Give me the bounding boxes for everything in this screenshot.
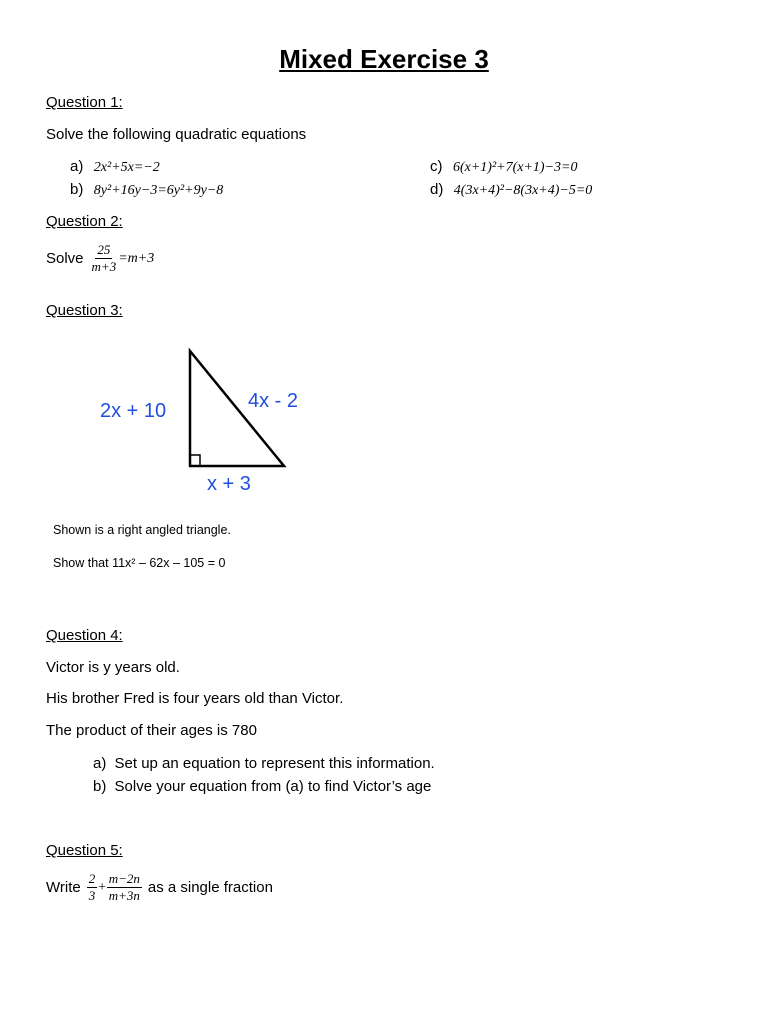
q2-fraction xyxy=(90,242,119,275)
question-4-line-1: Victor is y years old. xyxy=(46,659,180,676)
q5-suffix: as a single fraction xyxy=(147,879,273,896)
q1-part-b-label: b) xyxy=(70,181,84,198)
question-3-line-2: Show that 11x² – 62x – 105 = 0 xyxy=(53,556,226,570)
right-angle-marker xyxy=(190,455,200,466)
question-1-heading: Question 1: xyxy=(46,94,123,111)
question-5-heading: Question 5: xyxy=(46,842,123,859)
q5-fraction-1 xyxy=(87,871,98,904)
q1-part-b-equation: 8y²+16y−3=6y²+9y−8 xyxy=(93,183,224,198)
q1-part-a-equation: 2x²+5x=−2 xyxy=(93,160,160,175)
question-4-heading: Question 4: xyxy=(46,627,123,644)
question-3-line-1: Shown is a right angled triangle. xyxy=(53,523,231,537)
page-title: Mixed Exercise 3 xyxy=(279,44,489,74)
q5-fraction-2 xyxy=(107,871,142,904)
q5-fraction-1-numerator: 2 xyxy=(88,871,96,886)
question-5-expression xyxy=(46,871,273,904)
q1-part-d-equation: 4(3x+4)²−8(3x+4)−5=0 xyxy=(453,183,593,198)
q1-part-b xyxy=(70,181,223,199)
right-triangle-diagram xyxy=(0,330,400,510)
triangle-side-hypotenuse: 4x - 2 xyxy=(248,390,299,412)
triangle-side-base: x + 3 xyxy=(207,473,251,495)
q5-prefix: Write xyxy=(46,879,81,896)
q1-part-a xyxy=(70,158,160,176)
q4-part-b-label: b) xyxy=(93,778,107,795)
q5-fraction-2-numerator: m−2n xyxy=(108,871,140,886)
q2-prefix: Solve xyxy=(46,250,84,267)
q1-part-d-label: d) xyxy=(430,181,444,198)
triangle-side-vertical: 2x + 10 xyxy=(100,400,167,422)
question-2-equation xyxy=(46,242,154,275)
q2-rhs: =m+3 xyxy=(118,250,155,266)
q1-part-c xyxy=(430,158,577,176)
q5-plus: + xyxy=(97,879,107,895)
q2-fraction-numerator: 25 xyxy=(97,242,111,257)
q4-part-a xyxy=(93,755,435,772)
question-2-heading: Question 2: xyxy=(46,213,123,230)
q5-fraction-1-denominator: 3 xyxy=(88,888,96,903)
question-4-line-3: The product of their ages is 780 xyxy=(46,722,257,739)
q4-part-a-text: Set up an equation to represent this information. xyxy=(114,755,435,772)
question-1-intro: Solve the following quadratic equations xyxy=(46,126,307,143)
q4-part-b-text: Solve your equation from (a) to find Victor’s age xyxy=(114,778,432,795)
q1-part-c-equation: 6(x+1)²+7(x+1)−3=0 xyxy=(452,160,578,175)
q1-part-a-label: a) xyxy=(70,158,84,175)
q1-part-d xyxy=(430,181,592,199)
q2-fraction-denominator: m+3 xyxy=(91,259,117,274)
q4-part-a-label: a) xyxy=(93,755,107,772)
question-4-line-2: His brother Fred is four years old than Victor. xyxy=(46,690,344,707)
q4-part-b xyxy=(93,778,431,795)
question-3-heading: Question 3: xyxy=(46,302,123,319)
q1-part-c-label: c) xyxy=(430,158,443,175)
q5-fraction-2-denominator: m+3n xyxy=(108,888,140,903)
